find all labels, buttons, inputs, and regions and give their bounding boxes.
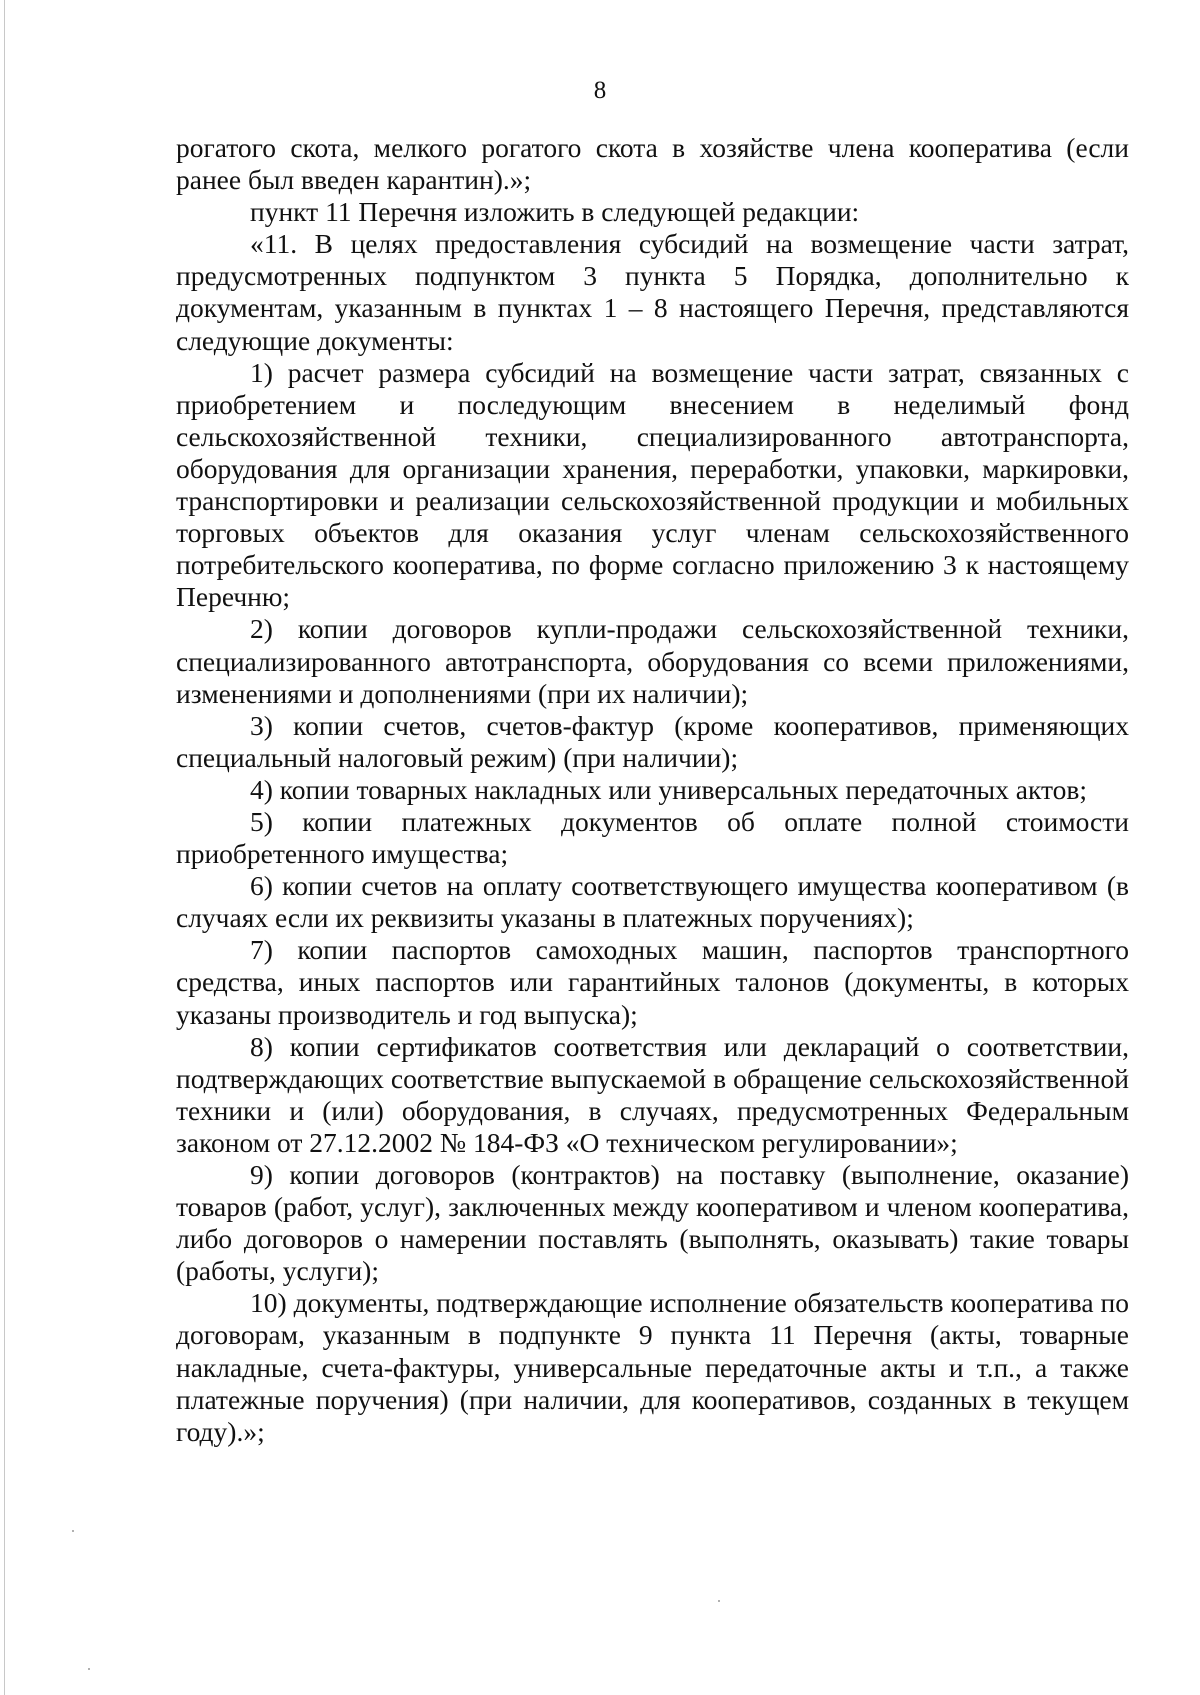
paragraph-subitem-6: 6) копии счетов на оплату соответствующего имущества кооперативом (в случаях если их реквизиты указаны в платежных поручениях); — [176, 870, 1129, 934]
scan-speck — [718, 1600, 720, 1602]
paragraph-subitem-10: 10) документы, подтверждающие исполнение обязательств кооператива по договорам, указанным в подпункте 9 пункта 11 Перечня (акты, товарные накладные, счета-фактуры, универсальные передаточные акты и т.п., а также платежные поручения) (при наличии, для кооперативов, созданных в текущем году).»; — [176, 1287, 1129, 1447]
document-body — [176, 132, 1129, 1448]
paragraph-continuation: рогатого скота, мелкого рогатого скота в хозяйстве члена кооператива (если ранее был введен карантин).»; — [176, 132, 1129, 196]
paragraph-subitem-3: 3) копии счетов, счетов-фактур (кроме кооперативов, применяющих специальный налоговый режим) (при наличии); — [176, 709, 1129, 773]
paragraph-subitem-8: 8) копии сертификатов соответствия или деклараций о соответствии, подтверждающих соответствие выпускаемой в обращение сельскохозяйственной техники и (или) оборудования, в случаях, предусмотренных Федеральным законом от 27.12.2002 № 184-ФЗ «О техническом регулировании»; — [176, 1030, 1129, 1158]
paragraph-subitem-2: 2) копии договоров купли-продажи сельскохозяйственной техники, специализированного автотранспорта, оборудования со всеми приложениями, изменениями и дополнениями (при их наличии); — [176, 613, 1129, 709]
paragraph-amendment-intro: пункт 11 Перечня изложить в следующей редакции: — [250, 196, 860, 228]
scan-edge-line — [4, 0, 5, 1695]
scan-speck — [88, 1668, 90, 1670]
paragraph-subitem-1: 1) расчет размера субсидий на возмещение части затрат, связанных с приобретением и последующим внесением в неделимый фонд сельскохозяйственной техники, специализированного автотранспорта, оборудования для организации хранения, переработки, упаковки, маркировки, транспортировки и реализации сельскохозяйственной продукции и мобильных торговых объектов для оказания услуг членам сельскохозяйственного потребительского кооператива, по форме согласно приложению 3 к настоящему Перечню; — [176, 356, 1129, 613]
page-number: 8 — [593, 77, 607, 104]
paragraph-item-11: «11. В целях предоставления субсидий на возмещение части затрат, предусмотренных подпунктом 3 пункта 5 Порядка, дополнительно к документам, указанным в пунктах 1 – 8 настоящего Перечня, представляются следующие документы: — [176, 228, 1129, 356]
paragraph-subitem-7: 7) копии паспортов самоходных машин, паспортов транспортного средства, иных паспортов или гарантийных талонов (документы, в которых указаны производитель и год выпуска); — [176, 934, 1129, 1030]
scan-speck — [72, 1530, 74, 1532]
paragraph-subitem-9: 9) копии договоров (контрактов) на поставку (выполнение, оказание) товаров (работ, услуг), заключенных между кооперативом и членом кооператива, либо договоров о намерении поставлять (выполнять, оказывать) такие товары (работы, услуги); — [176, 1159, 1129, 1287]
paragraph-subitem-4: 4) копии товарных накладных или универсальных передаточных актов; — [250, 773, 1087, 805]
paragraph-subitem-5: 5) копии платежных документов об оплате полной стоимости приобретенного имущества; — [176, 805, 1129, 870]
